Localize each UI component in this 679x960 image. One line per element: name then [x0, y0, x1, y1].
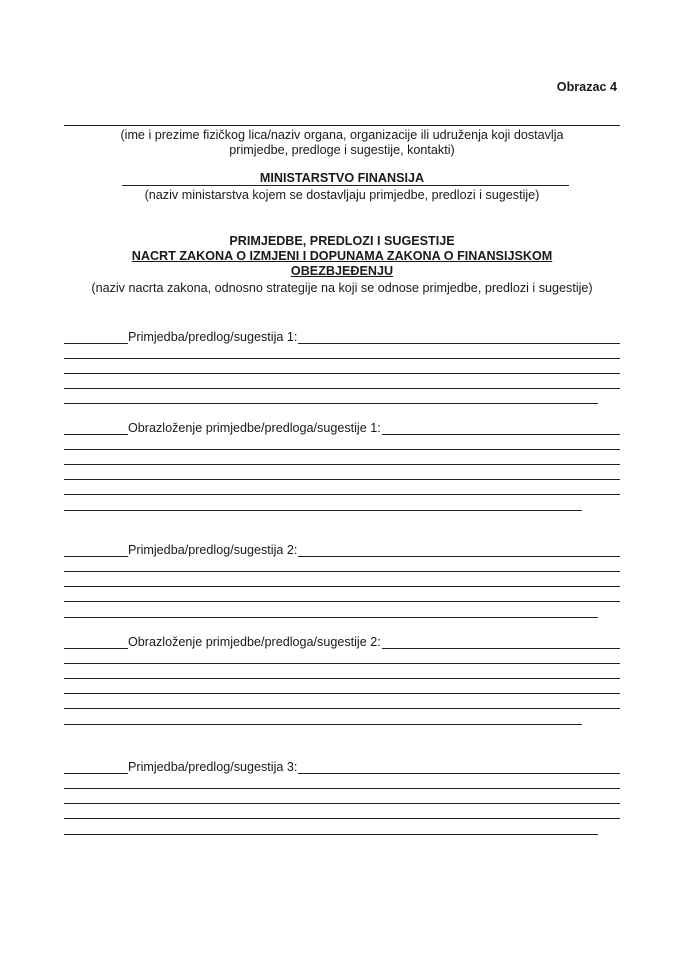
draft-caption: (naziv nacrta zakona, odnosno strategije na koji se odnose primjedbe, predlozi i sugestije) [91, 281, 593, 295]
draft-name: NACRT ZAKONA O IZMJENI I DOPUNAMA ZAKONA O FINANSIJSKOM OBEZBJEĐENJU [131, 249, 553, 278]
answer-line[interactable] [64, 358, 620, 359]
comment-label-2: Primjedba/predlog/sugestija 2: [128, 543, 298, 557]
ministry-caption: (naziv ministarstva kojem se dostavljaju primjedbe, predlozi i sugestije) [144, 188, 540, 202]
answer-line[interactable] [64, 373, 620, 374]
answer-line[interactable] [64, 708, 620, 709]
answer-line[interactable] [64, 788, 620, 789]
answer-line[interactable] [64, 663, 620, 664]
comment-label-1: Primjedba/predlog/sugestija 1: [128, 330, 298, 344]
answer-line[interactable] [64, 617, 598, 618]
answer-line[interactable] [64, 449, 620, 450]
answer-line[interactable] [64, 403, 598, 404]
answer-line[interactable] [64, 494, 620, 495]
answer-line[interactable] [64, 834, 598, 835]
explanation-label-2: Obrazloženje primjedbe/predloga/sugestije 2: [128, 635, 381, 649]
answer-line[interactable] [64, 601, 620, 602]
answer-line[interactable] [64, 818, 620, 819]
answer-line[interactable] [64, 479, 620, 480]
submitter-caption: (ime i prezime fizičkog lica/naziv organa, organizacije ili udruženja koji dostavlja primjedbe, predloge i sugestije, kontakti) [120, 128, 564, 157]
submitter-line[interactable] [64, 125, 620, 126]
answer-line[interactable] [64, 388, 620, 389]
answer-line[interactable] [64, 693, 620, 694]
heading-title: PRIMJEDBE, PREDLOZI I SUGESTIJE [229, 234, 455, 248]
answer-line[interactable] [64, 678, 620, 679]
comment-label-3: Primjedba/predlog/sugestija 3: [128, 760, 298, 774]
ministry-name: MINISTARSTVO FINANSIJA [259, 171, 425, 185]
answer-line[interactable] [64, 586, 620, 587]
answer-line[interactable] [64, 464, 620, 465]
form-number: Obrazac 4 [556, 80, 617, 94]
answer-line[interactable] [64, 803, 620, 804]
ministry-line [122, 185, 569, 186]
answer-line[interactable] [64, 571, 620, 572]
explanation-label-1: Obrazloženje primjedbe/predloga/sugestije 1: [128, 421, 381, 435]
answer-line[interactable] [64, 724, 582, 725]
answer-line[interactable] [64, 510, 582, 511]
